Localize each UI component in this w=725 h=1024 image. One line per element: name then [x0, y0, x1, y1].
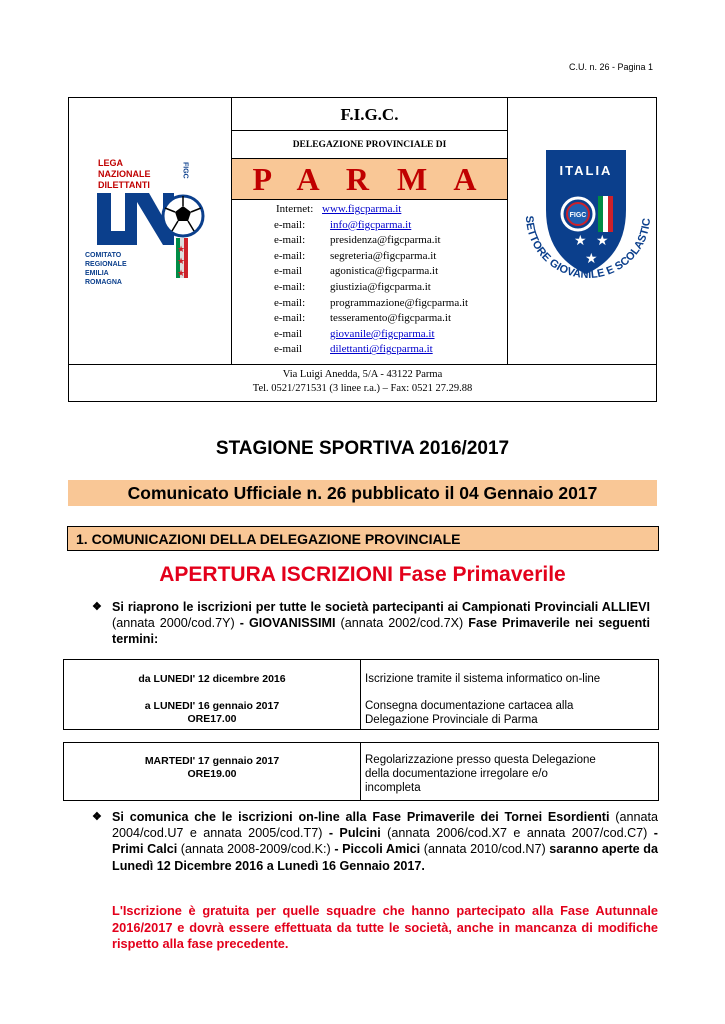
- email-address[interactable]: info@figcparma.it: [330, 218, 412, 231]
- p1-b: (annata 2000/cod.7Y): [112, 616, 240, 631]
- announcement-title: APERTURA ISCRIZIONI Fase Primaverile: [159, 563, 566, 586]
- t1-r2-left1: a LUNEDI' 16 gennaio 2017: [144, 700, 280, 712]
- letterhead: [68, 97, 657, 402]
- p2-i: saranno aperte da Lunedì 12 Dicembre 2016 a Lunedì 16 Gennaio 2017.: [112, 842, 658, 873]
- schedule-table-1: [63, 659, 659, 730]
- email-address: tesseramento@figcparma.it: [330, 312, 451, 325]
- email-label: e-mail: [274, 327, 303, 340]
- p2-c: - Pulcini: [328, 826, 381, 841]
- delegazione-title: DELEGAZIONE PROVINCIALE DI: [232, 131, 507, 159]
- svg-text:★: ★: [585, 250, 598, 266]
- p2-e: - Primi Calci: [112, 826, 658, 857]
- lnd-logo-figc-vertical: FIGC: [181, 162, 189, 179]
- paragraph-1: [92, 599, 650, 648]
- lnd-logo-line1: LEGA: [98, 158, 124, 168]
- svg-text:★: ★: [574, 232, 587, 248]
- p2-h: (annata 2010/cod.N7): [420, 842, 550, 857]
- email-address: giustizia@figcparma.it: [330, 280, 431, 293]
- t2-right2: della documentazione irregolare e/o: [365, 768, 548, 780]
- figc-title: F.I.G.C.: [232, 98, 507, 131]
- italia-logo-cell: [507, 98, 657, 364]
- email-label: e-mail:: [274, 249, 306, 262]
- city-title: P A R M A: [232, 159, 507, 200]
- email-row: [274, 296, 468, 312]
- lnd-logo-line3: DILETTANTI: [98, 180, 150, 190]
- season-title: STAGIONE SPORTIVA 2016/2017: [215, 438, 510, 459]
- address-line: Via Luigi Anedda, 5/A - 43122 Parma: [282, 369, 443, 380]
- lnd-logo-sub1: COMITATO: [85, 252, 122, 259]
- svg-text:★: ★: [177, 244, 186, 254]
- italia-logo-arc: SETTORE GIOVANILE E SCOLASTIC: [522, 215, 654, 282]
- italia-logo-top: ITALIA: [559, 163, 613, 178]
- email-row: [274, 311, 468, 327]
- email-row: [274, 218, 468, 234]
- bullet-icon: ❖: [92, 811, 102, 823]
- communique-title: Comunicato Ufficiale n. 26 pubblicato il 04 Gennaio 2017: [68, 480, 657, 506]
- email-label: e-mail:: [274, 280, 306, 293]
- svg-text:★: ★: [596, 232, 609, 248]
- email-label: e-mail:: [274, 234, 306, 247]
- p2-a: Si comunica che le iscrizioni on-line alla Fase Primaverile dei Tornei Esordienti: [112, 810, 610, 824]
- email-row: [274, 249, 468, 265]
- svg-text:★: ★: [177, 256, 186, 266]
- email-row: [274, 342, 468, 358]
- lnd-logo-sub4: ROMAGNA: [85, 279, 122, 286]
- email-label: e-mail: [274, 343, 303, 356]
- contacts-block: [274, 202, 468, 358]
- email-address[interactable]: giovanile@figcparma.it: [330, 327, 435, 340]
- internet-row: [276, 202, 468, 218]
- email-label: e-mail: [274, 265, 303, 278]
- free-registration-note: L'Iscrizione è gratuita per quelle squadre che hanno partecipato alla Fase Autunnale 2016/2017 e dovrà essere effettuata da tutte le società, anche in mancanza di modifiche rispetto alla fase precedente.: [112, 903, 658, 951]
- email-address: presidenza@figcparma.it: [330, 234, 441, 247]
- p2-b: (annata 2004/cod.U7 e annata 2005/cod.T7): [112, 810, 658, 841]
- email-row: [274, 233, 468, 249]
- t1-r2-right1: Consegna documentazione cartacea alla: [365, 700, 574, 712]
- paragraph-2: [92, 809, 658, 874]
- schedule-table-2: [63, 742, 659, 801]
- email-row: [274, 327, 468, 343]
- lnd-logo: [69, 98, 232, 364]
- lnd-logo-sub3: EMILIA: [85, 270, 109, 277]
- t1-r1-right: Iscrizione tramite il sistema informatico on-line: [365, 673, 601, 685]
- t2-right1: Regolarizzazione presso questa Delegazione: [365, 754, 596, 766]
- email-label: e-mail:: [274, 312, 306, 325]
- lnd-logo-sub2: REGIONALE: [85, 261, 127, 268]
- email-address: programmazione@figcparma.it: [330, 296, 469, 309]
- email-address: agonistica@figcparma.it: [330, 265, 439, 278]
- email-row: [274, 264, 468, 280]
- phone-line: Tel. 0521/271531 (3 linee r.a.) – Fax: 0521 27.29.88: [252, 383, 473, 394]
- t1-r2-left2: ORE17.00: [187, 713, 237, 725]
- t1-r2-right2: Delegazione Provinciale di Parma: [365, 714, 538, 726]
- internet-label: Internet:: [276, 203, 314, 215]
- bullet-icon: ❖: [92, 601, 102, 613]
- email-list: [274, 218, 468, 358]
- p1-a: Si riaprono le iscrizioni per tutte le società partecipanti ai Campionati Provinciali ALLIEVI: [112, 600, 650, 614]
- svg-text:★: ★: [177, 268, 186, 278]
- address-block: [69, 364, 656, 401]
- p1-e: Fase Primaverile nei seguenti termini:: [112, 616, 650, 647]
- italia-sgs-logo: [508, 98, 658, 364]
- email-label: e-mail:: [274, 218, 306, 231]
- p2-d: (annata 2006/cod.X7 e annata 2007/cod.C7): [380, 826, 654, 841]
- lnd-logo-cell: [69, 98, 232, 364]
- lnd-logo-line2: NAZIONALE: [98, 169, 151, 179]
- internet-link[interactable]: www.figcparma.it: [322, 203, 402, 215]
- page-number: C.U. n. 26 - Pagina 1: [568, 62, 653, 72]
- italia-logo-center: FIGC: [569, 212, 587, 219]
- email-address: segreteria@figcparma.it: [330, 249, 437, 262]
- section-heading: 1. COMUNICAZIONI DELLA DELEGAZIONE PROVINCIALE: [67, 526, 659, 551]
- p1-c: - GIOVANISSIMI: [239, 616, 336, 631]
- t2-right3: incompleta: [365, 782, 421, 794]
- t2-left2: ORE19.00: [187, 768, 237, 780]
- p2-f: (annata 2008-2009/cod.K:): [177, 842, 335, 857]
- p2-g: - Piccoli Amici: [334, 842, 421, 857]
- t1-r1-left: da LUNEDI' 12 dicembre 2016: [138, 673, 286, 685]
- email-label: e-mail:: [274, 296, 306, 309]
- p1-d: (annata 2002/cod.7X): [335, 616, 469, 631]
- email-address[interactable]: dilettanti@figcparma.it: [330, 343, 433, 356]
- t2-left1: MARTEDI' 17 gennaio 2017: [144, 755, 280, 767]
- email-row: [274, 280, 468, 296]
